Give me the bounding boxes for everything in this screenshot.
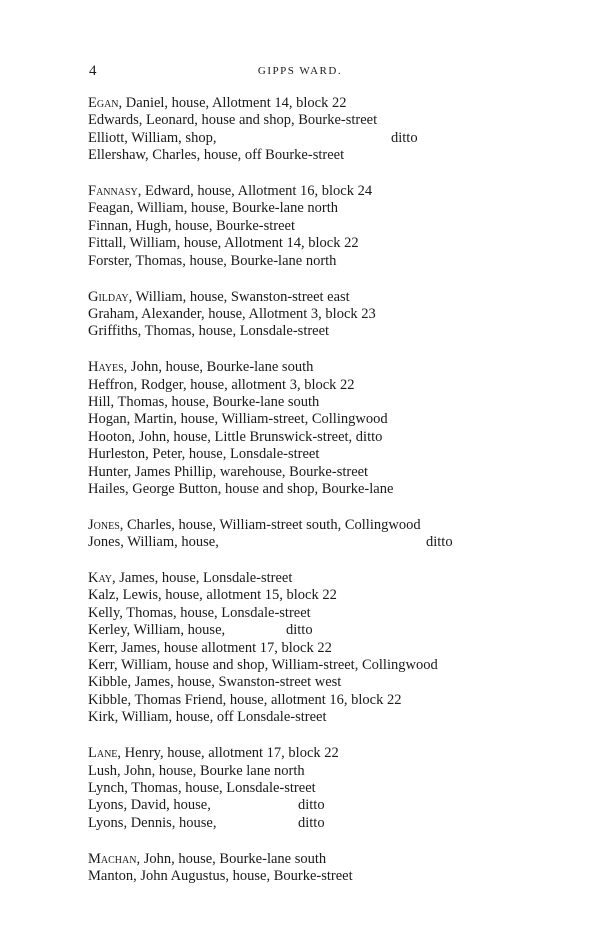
directory-entry bbox=[88, 587, 568, 604]
entry-group bbox=[88, 183, 568, 270]
entry-text: Heffron, Rodger, house, allotment 3, block 22 bbox=[88, 376, 355, 393]
directory-entry bbox=[88, 289, 568, 306]
running-head: GIPPS WARD. bbox=[257, 65, 343, 77]
directory-entry bbox=[88, 323, 568, 340]
directory-entry bbox=[88, 183, 568, 200]
directory-entry bbox=[88, 200, 568, 217]
entry-text: Graham, Alexander, house, Allotment 3, block 23 bbox=[88, 305, 376, 322]
directory-entry bbox=[88, 674, 568, 691]
entry-group bbox=[88, 570, 568, 727]
directory-entry bbox=[88, 709, 568, 726]
entry-text: Kirk, William, house, off Lonsdale-street bbox=[88, 709, 327, 726]
entry-text: Forster, Thomas, house, Bourke-lane north bbox=[88, 252, 337, 269]
directory-entry bbox=[88, 359, 568, 376]
directory-entry bbox=[88, 622, 568, 639]
surname-heading: Lane bbox=[88, 745, 118, 762]
directory-entry bbox=[88, 763, 568, 780]
directory-entry bbox=[88, 253, 568, 270]
directory-entry bbox=[88, 868, 568, 885]
ditto-mark: ditto bbox=[391, 129, 418, 146]
surname-heading: Jones bbox=[88, 516, 120, 533]
directory-entry bbox=[88, 745, 568, 762]
directory-entry bbox=[88, 534, 568, 551]
directory-entry bbox=[88, 605, 568, 622]
directory-entry bbox=[88, 306, 568, 323]
directory-entry bbox=[88, 446, 568, 463]
entry-text: Feagan, William, house, Bourke-lane north bbox=[88, 200, 339, 217]
entry-text: Kelly, Thomas, house, Lonsdale-street bbox=[88, 604, 311, 621]
directory-entry bbox=[88, 517, 568, 534]
entry-group bbox=[88, 745, 568, 832]
directory-entry bbox=[88, 411, 568, 428]
surname-heading: Egan bbox=[88, 95, 119, 111]
surname-heading: Kay bbox=[88, 570, 112, 587]
entry-text: Jones, William, house, bbox=[88, 534, 219, 551]
entry-text: , John, house, Bourke-lane south bbox=[136, 850, 327, 867]
entry-text: Kerr, William, house and shop, William-street, Collingwood bbox=[88, 657, 438, 674]
ditto-mark: ditto bbox=[286, 622, 313, 639]
page-number: 4 bbox=[89, 63, 97, 79]
entry-text: Kibble, James, house, Swanston-street west bbox=[88, 674, 342, 691]
surname-heading: Hayes bbox=[88, 359, 124, 376]
entry-text: , Charles, house, William-street south, Collingwood bbox=[119, 516, 421, 533]
entry-text: Hogan, Martin, house, William-street, Collingwood bbox=[88, 411, 388, 428]
entry-text: , James, house, Lonsdale-street bbox=[112, 570, 293, 587]
directory-entry bbox=[88, 815, 568, 832]
entry-text: Lynch, Thomas, house, Lonsdale-street bbox=[88, 779, 316, 796]
entry-text: Lyons, David, house, bbox=[88, 797, 211, 814]
directory-entry bbox=[88, 429, 568, 446]
entry-text: Finnan, Hugh, house, Bourke-street bbox=[88, 217, 295, 234]
directory-entry bbox=[88, 640, 568, 657]
entry-text: , Henry, house, allotment 17, block 22 bbox=[117, 745, 339, 762]
entry-text: Kerr, James, house allotment 17, block 22 bbox=[88, 639, 332, 656]
entry-group bbox=[88, 289, 568, 341]
entry-text: Elliott, William, shop, bbox=[88, 129, 217, 146]
directory-entry bbox=[88, 147, 568, 164]
entry-text: Edwards, Leonard, house and shop, Bourke-street bbox=[88, 112, 378, 129]
entry-text: Kalz, Lewis, house, allotment 15, block 22 bbox=[88, 587, 337, 604]
entry-text: Hooton, John, house, Little Brunswick-street, ditto bbox=[88, 428, 383, 445]
entry-text: , Daniel, house, Allotment 14, block 22 bbox=[118, 95, 347, 111]
entry-text: Hurleston, Peter, house, Lonsdale-street bbox=[88, 446, 320, 463]
entry-text: Lush, John, house, Bourke lane north bbox=[88, 762, 305, 779]
directory-entry bbox=[88, 657, 568, 674]
entry-text: Griffiths, Thomas, house, Lonsdale-street bbox=[88, 323, 330, 340]
entry-group bbox=[88, 517, 568, 552]
entry-text: Hunter, James Phillip, warehouse, Bourke-street bbox=[88, 463, 369, 480]
entry-group bbox=[88, 359, 568, 498]
entry-text: , Edward, house, Allotment 16, block 24 bbox=[137, 183, 373, 200]
entry-group bbox=[88, 851, 568, 886]
directory-entry bbox=[88, 95, 568, 112]
entry-text: Kibble, Thomas Friend, house, allotment 16, block 22 bbox=[88, 691, 402, 708]
entry-text: Lyons, Dennis, house, bbox=[88, 814, 217, 831]
ditto-mark: ditto bbox=[426, 534, 453, 551]
directory-entry bbox=[88, 235, 568, 252]
directory-entry bbox=[88, 377, 568, 394]
surname-heading: Machan bbox=[88, 850, 137, 867]
surname-heading: Fannasy bbox=[88, 183, 138, 200]
directory-entry bbox=[88, 797, 568, 814]
directory-entry bbox=[88, 130, 568, 147]
entry-text: , John, house, Bourke-lane south bbox=[123, 359, 314, 376]
directory-entry bbox=[88, 394, 568, 411]
entry-text: Hill, Thomas, house, Bourke-lane south bbox=[88, 393, 320, 410]
entry-text: Hailes, George Button, house and shop, Bourke-lane bbox=[88, 480, 394, 497]
entry-text: Ellershaw, Charles, house, off Bourke-street bbox=[88, 147, 345, 164]
directory-entry bbox=[88, 464, 568, 481]
directory-entry bbox=[88, 112, 568, 129]
ditto-mark: ditto bbox=[298, 797, 325, 814]
entry-list bbox=[88, 95, 568, 904]
directory-entry bbox=[88, 481, 568, 498]
directory-entry bbox=[88, 780, 568, 797]
entry-group bbox=[88, 95, 568, 165]
surname-heading: Gilday bbox=[88, 288, 129, 305]
entry-text: Fittall, William, house, Allotment 14, block 22 bbox=[88, 235, 359, 252]
directory-entry bbox=[88, 692, 568, 709]
directory-entry bbox=[88, 218, 568, 235]
entry-text: Manton, John Augustus, house, Bourke-street bbox=[88, 867, 353, 884]
entry-text: Kerley, William, house, bbox=[88, 622, 226, 639]
entry-text: , William, house, Swanston-street east bbox=[128, 288, 350, 305]
ditto-mark: ditto bbox=[298, 814, 325, 831]
directory-entry bbox=[88, 851, 568, 868]
directory-entry bbox=[88, 570, 568, 587]
